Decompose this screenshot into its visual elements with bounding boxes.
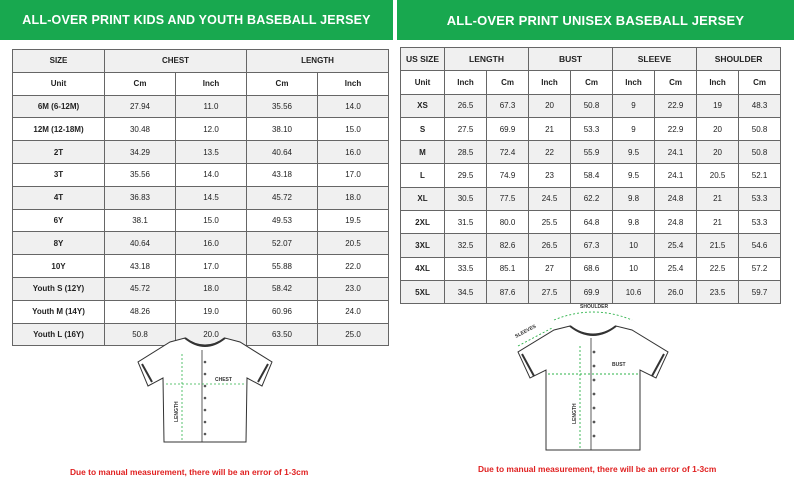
header-shoulder: SHOULDER bbox=[697, 48, 781, 71]
table-row bbox=[13, 300, 389, 323]
table-unit-row bbox=[13, 72, 389, 95]
shoulder-inch-cell: 21 bbox=[697, 211, 739, 234]
size-cell: 4XL bbox=[401, 257, 445, 280]
shoulder-inch-cell: 22.5 bbox=[697, 257, 739, 280]
table-header-row bbox=[13, 50, 389, 73]
chest-cm-cell: 30.48 bbox=[105, 118, 176, 141]
chest-cm-cell: 43.18 bbox=[105, 255, 176, 278]
table-row bbox=[13, 95, 389, 118]
table-row bbox=[13, 186, 389, 209]
length-label: LENGTH bbox=[174, 401, 180, 422]
size-cell: 3XL bbox=[401, 234, 445, 257]
unisex-size-table bbox=[400, 47, 781, 304]
shoulder-inch-cell: 21 bbox=[697, 187, 739, 210]
size-cell: Youth L (16Y) bbox=[13, 323, 105, 346]
bust-label: BUST bbox=[612, 362, 626, 368]
unit-cm: Cm bbox=[739, 71, 781, 94]
sleeve-inch-cell: 10 bbox=[613, 234, 655, 257]
length-inch-cell: 29.5 bbox=[445, 164, 487, 187]
length-cm-cell: 40.64 bbox=[247, 141, 318, 164]
unit-cm: Cm bbox=[655, 71, 697, 94]
unit-inch: Inch bbox=[529, 71, 571, 94]
header-us-size: US SIZE bbox=[401, 48, 445, 71]
shoulder-inch-cell: 23.5 bbox=[697, 280, 739, 303]
unit-cm: Cm bbox=[487, 71, 529, 94]
sleeve-inch-cell: 9.8 bbox=[613, 187, 655, 210]
kids-jersey-diagram bbox=[130, 330, 280, 450]
size-cell: 8Y bbox=[13, 232, 105, 255]
table-unit-row bbox=[401, 71, 781, 94]
shoulder-cm-cell: 48.3 bbox=[739, 94, 781, 117]
length-inch-cell: 30.5 bbox=[445, 187, 487, 210]
unit-cm: Cm bbox=[247, 72, 318, 95]
table-row bbox=[13, 232, 389, 255]
bust-cm-cell: 50.8 bbox=[571, 94, 613, 117]
length-inch-cell: 28.5 bbox=[445, 141, 487, 164]
shoulder-measure-line bbox=[554, 312, 632, 320]
size-cell: L bbox=[401, 164, 445, 187]
chest-inch-cell: 14.5 bbox=[176, 186, 247, 209]
length-inch-cell: 33.5 bbox=[445, 257, 487, 280]
header-chest: CHEST bbox=[105, 50, 247, 73]
unit-inch: Inch bbox=[613, 71, 655, 94]
header-size: SIZE bbox=[13, 50, 105, 73]
size-cell: XL bbox=[401, 187, 445, 210]
size-cell: 2T bbox=[13, 141, 105, 164]
sleeve-inch-cell: 10.6 bbox=[613, 280, 655, 303]
length-inch-cell: 26.5 bbox=[445, 94, 487, 117]
length-inch-cell: 34.5 bbox=[445, 280, 487, 303]
chest-cm-cell: 48.26 bbox=[105, 300, 176, 323]
table-header-row bbox=[401, 48, 781, 71]
unit-cm: Cm bbox=[571, 71, 613, 94]
unisex-title-banner bbox=[397, 0, 794, 40]
size-cell: M bbox=[401, 141, 445, 164]
length-cm-cell: 63.50 bbox=[247, 323, 318, 346]
sleeve-inch-cell: 9.8 bbox=[613, 211, 655, 234]
sleeve-inch-cell: 9.5 bbox=[613, 141, 655, 164]
jersey-outline bbox=[518, 326, 668, 450]
kids-youth-title-banner bbox=[0, 0, 393, 40]
table-row bbox=[401, 141, 781, 164]
unit-inch: Inch bbox=[697, 71, 739, 94]
chest-cm-cell: 45.72 bbox=[105, 277, 176, 300]
sleeve-cm-cell: 25.4 bbox=[655, 257, 697, 280]
shoulder-cm-cell: 54.6 bbox=[739, 234, 781, 257]
table-row bbox=[401, 187, 781, 210]
size-cell: S bbox=[401, 117, 445, 140]
shoulder-cm-cell: 53.3 bbox=[739, 211, 781, 234]
jersey-outline bbox=[138, 338, 272, 442]
length-inch-cell: 18.0 bbox=[318, 186, 389, 209]
length-cm-cell: 55.88 bbox=[247, 255, 318, 278]
shoulder-inch-cell: 20.5 bbox=[697, 164, 739, 187]
size-cell: 12M (12-18M) bbox=[13, 118, 105, 141]
size-cell: 2XL bbox=[401, 211, 445, 234]
chest-cm-cell: 40.64 bbox=[105, 232, 176, 255]
shoulder-inch-cell: 20 bbox=[697, 141, 739, 164]
chest-inch-cell: 15.0 bbox=[176, 209, 247, 232]
chest-inch-cell: 12.0 bbox=[176, 118, 247, 141]
right-measurement-note: Due to manual measurement, there will be an error of 1-3cm bbox=[478, 464, 717, 474]
size-cell: 10Y bbox=[13, 255, 105, 278]
sleeve-cm-cell: 24.8 bbox=[655, 187, 697, 210]
chest-cm-cell: 38.1 bbox=[105, 209, 176, 232]
bust-inch-cell: 25.5 bbox=[529, 211, 571, 234]
bust-cm-cell: 58.4 bbox=[571, 164, 613, 187]
length-inch-cell: 25.0 bbox=[318, 323, 389, 346]
table-row bbox=[13, 163, 389, 186]
shoulder-cm-cell: 50.8 bbox=[739, 141, 781, 164]
table-row bbox=[13, 141, 389, 164]
bust-cm-cell: 53.3 bbox=[571, 117, 613, 140]
chest-inch-cell: 16.0 bbox=[176, 232, 247, 255]
length-cm-cell: 45.72 bbox=[247, 186, 318, 209]
sleeve-cm-cell: 22.9 bbox=[655, 94, 697, 117]
bust-inch-cell: 27.5 bbox=[529, 280, 571, 303]
length-cm-cell: 52.07 bbox=[247, 232, 318, 255]
length-cm-cell: 80.0 bbox=[487, 211, 529, 234]
shoulder-label: SHOULDER bbox=[580, 304, 609, 310]
length-inch-cell: 32.5 bbox=[445, 234, 487, 257]
size-cell: 3T bbox=[13, 163, 105, 186]
size-cell: 6M (6-12M) bbox=[13, 95, 105, 118]
sleeve-cm-cell: 25.4 bbox=[655, 234, 697, 257]
length-inch-cell: 20.5 bbox=[318, 232, 389, 255]
length-inch-cell: 24.0 bbox=[318, 300, 389, 323]
chest-cm-cell: 34.29 bbox=[105, 141, 176, 164]
chest-inch-cell: 14.0 bbox=[176, 163, 247, 186]
sleeve-cm-cell: 24.1 bbox=[655, 141, 697, 164]
sleeve-cm-cell: 24.1 bbox=[655, 164, 697, 187]
unisex-title: ALL-OVER PRINT UNISEX BASEBALL JERSEY bbox=[446, 12, 745, 28]
chest-inch-cell: 13.5 bbox=[176, 141, 247, 164]
sleeve-cm-cell: 22.9 bbox=[655, 117, 697, 140]
shoulder-cm-cell: 52.1 bbox=[739, 164, 781, 187]
length-cm-cell: 82.6 bbox=[487, 234, 529, 257]
table-row bbox=[401, 211, 781, 234]
sleeve-inch-cell: 9.5 bbox=[613, 164, 655, 187]
shoulder-cm-cell: 57.2 bbox=[739, 257, 781, 280]
chest-inch-cell: 11.0 bbox=[176, 95, 247, 118]
table-row bbox=[13, 118, 389, 141]
header-length: LENGTH bbox=[247, 50, 389, 73]
bust-cm-cell: 62.2 bbox=[571, 187, 613, 210]
length-cm-cell: 49.53 bbox=[247, 209, 318, 232]
bust-inch-cell: 24.5 bbox=[529, 187, 571, 210]
table-row bbox=[401, 234, 781, 257]
unit-label: Unit bbox=[401, 71, 445, 94]
chest-cm-cell: 35.56 bbox=[105, 163, 176, 186]
length-inch-cell: 19.5 bbox=[318, 209, 389, 232]
size-cell: 5XL bbox=[401, 280, 445, 303]
length-cm-cell: 77.5 bbox=[487, 187, 529, 210]
bust-cm-cell: 69.9 bbox=[571, 280, 613, 303]
length-inch-cell: 23.0 bbox=[318, 277, 389, 300]
left-measurement-note: Due to manual measurement, there will be an error of 1-3cm bbox=[70, 467, 309, 477]
table-row bbox=[401, 164, 781, 187]
bust-cm-cell: 64.8 bbox=[571, 211, 613, 234]
unit-cm: Cm bbox=[105, 72, 176, 95]
sleeve-cm-cell: 24.8 bbox=[655, 211, 697, 234]
table-row bbox=[401, 117, 781, 140]
header-bust: BUST bbox=[529, 48, 613, 71]
unisex-jersey-diagram bbox=[508, 298, 678, 458]
length-cm-cell: 74.9 bbox=[487, 164, 529, 187]
bust-inch-cell: 23 bbox=[529, 164, 571, 187]
chest-cm-cell: 36.83 bbox=[105, 186, 176, 209]
length-cm-cell: 72.4 bbox=[487, 141, 529, 164]
length-cm-cell: 43.18 bbox=[247, 163, 318, 186]
length-cm-cell: 85.1 bbox=[487, 257, 529, 280]
shoulder-inch-cell: 21.5 bbox=[697, 234, 739, 257]
table-row bbox=[401, 94, 781, 117]
length-inch-cell: 27.5 bbox=[445, 117, 487, 140]
size-cell: Youth S (12Y) bbox=[13, 277, 105, 300]
shoulder-cm-cell: 50.8 bbox=[739, 117, 781, 140]
shoulder-cm-cell: 53.3 bbox=[739, 187, 781, 210]
chest-inch-cell: 17.0 bbox=[176, 255, 247, 278]
unit-inch: Inch bbox=[176, 72, 247, 95]
bust-cm-cell: 67.3 bbox=[571, 234, 613, 257]
length-cm-cell: 35.56 bbox=[247, 95, 318, 118]
kids-youth-title: ALL-OVER PRINT KIDS AND YOUTH BASEBALL JERSEY bbox=[22, 13, 371, 27]
chest-inch-cell: 18.0 bbox=[176, 277, 247, 300]
length-cm-cell: 67.3 bbox=[487, 94, 529, 117]
bust-inch-cell: 27 bbox=[529, 257, 571, 280]
header-length: LENGTH bbox=[445, 48, 529, 71]
length-cm-cell: 38.10 bbox=[247, 118, 318, 141]
bust-cm-cell: 68.6 bbox=[571, 257, 613, 280]
sleeve-inch-cell: 9 bbox=[613, 117, 655, 140]
chest-cm-cell: 27.94 bbox=[105, 95, 176, 118]
chest-label: CHEST bbox=[215, 377, 232, 383]
table-row bbox=[13, 209, 389, 232]
sleeves-label: SLEEVES bbox=[514, 323, 538, 340]
shoulder-inch-cell: 19 bbox=[697, 94, 739, 117]
table-row bbox=[13, 255, 389, 278]
chest-inch-cell: 20.0 bbox=[176, 323, 247, 346]
length-cm-cell: 87.6 bbox=[487, 280, 529, 303]
bust-inch-cell: 22 bbox=[529, 141, 571, 164]
length-inch-cell: 31.5 bbox=[445, 211, 487, 234]
length-cm-cell: 60.96 bbox=[247, 300, 318, 323]
unit-label: Unit bbox=[13, 72, 105, 95]
sleeve-cm-cell: 26.0 bbox=[655, 280, 697, 303]
kids-youth-size-table bbox=[12, 49, 389, 346]
bust-inch-cell: 26.5 bbox=[529, 234, 571, 257]
header-sleeve: SLEEVE bbox=[613, 48, 697, 71]
length-cm-cell: 69.9 bbox=[487, 117, 529, 140]
sleeve-inch-cell: 9 bbox=[613, 94, 655, 117]
chest-inch-cell: 19.0 bbox=[176, 300, 247, 323]
length-label: LENGTH bbox=[572, 403, 578, 424]
table-row bbox=[401, 257, 781, 280]
chest-cm-cell: 50.8 bbox=[105, 323, 176, 346]
sleeve-inch-cell: 10 bbox=[613, 257, 655, 280]
size-cell: 6Y bbox=[13, 209, 105, 232]
length-inch-cell: 17.0 bbox=[318, 163, 389, 186]
unit-inch: Inch bbox=[318, 72, 389, 95]
bust-cm-cell: 55.9 bbox=[571, 141, 613, 164]
size-cell: XS bbox=[401, 94, 445, 117]
length-inch-cell: 22.0 bbox=[318, 255, 389, 278]
table-row bbox=[13, 277, 389, 300]
length-cm-cell: 58.42 bbox=[247, 277, 318, 300]
size-cell: Youth M (14Y) bbox=[13, 300, 105, 323]
unit-inch: Inch bbox=[445, 71, 487, 94]
bust-inch-cell: 20 bbox=[529, 94, 571, 117]
length-inch-cell: 14.0 bbox=[318, 95, 389, 118]
shoulder-cm-cell: 59.7 bbox=[739, 280, 781, 303]
length-inch-cell: 16.0 bbox=[318, 141, 389, 164]
bust-inch-cell: 21 bbox=[529, 117, 571, 140]
length-inch-cell: 15.0 bbox=[318, 118, 389, 141]
shoulder-inch-cell: 20 bbox=[697, 117, 739, 140]
size-cell: 4T bbox=[13, 186, 105, 209]
